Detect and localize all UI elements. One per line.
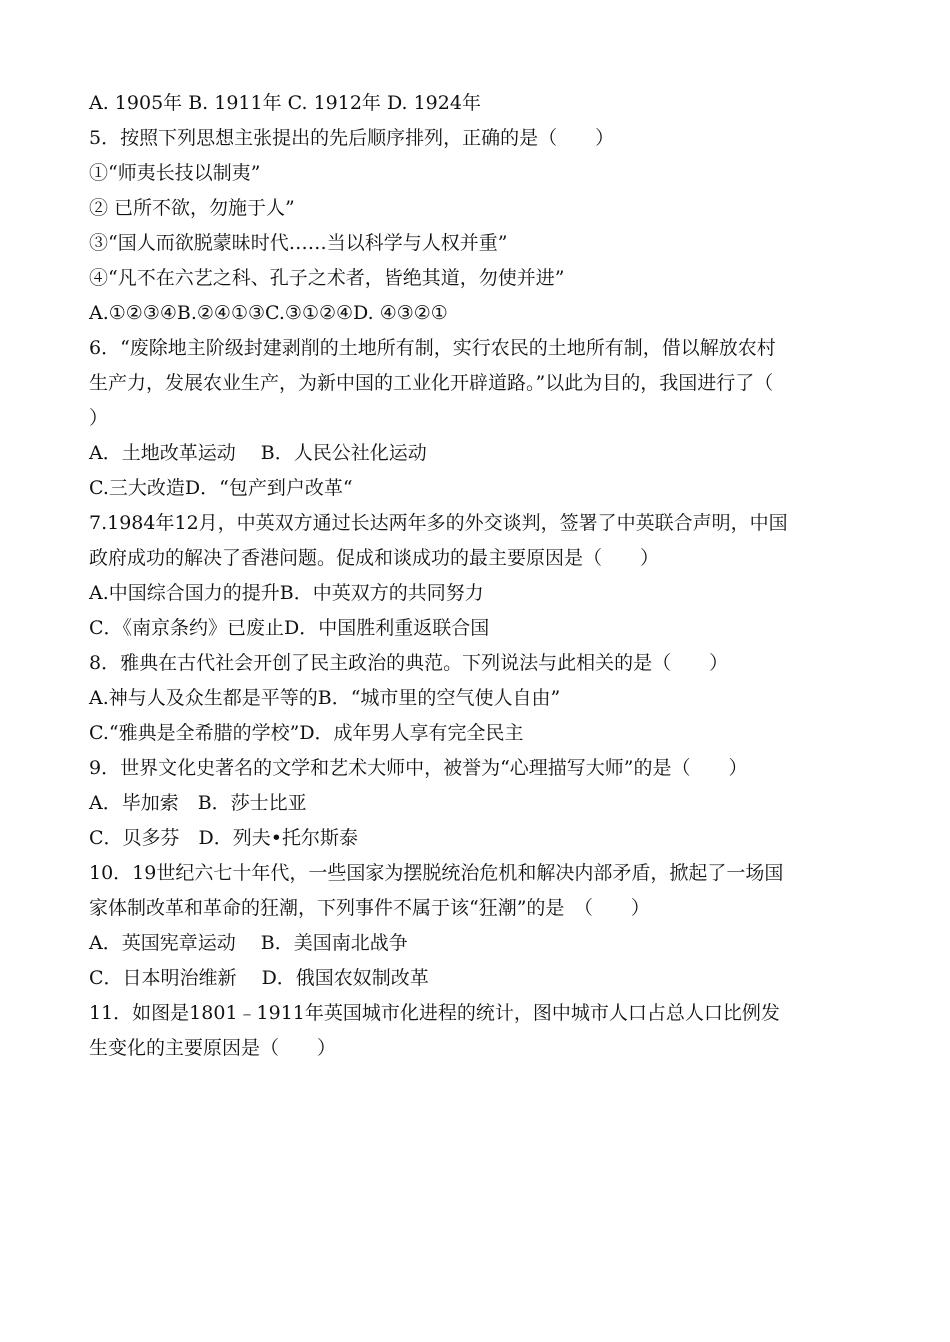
q4-options: A. 1905年 B. 1911年 C. 1912年 D. 1924年 [89, 92, 481, 114]
q5-stem: 5．按照下列思想主张提出的先后顺序排列，正确的是（ ） [89, 127, 615, 149]
q7-options-ab: A.中国综合国力的提升B．中英双方的共同努力 [89, 582, 484, 604]
q9-options-cd: C．贝多芬 D．列夫•托尔斯泰 [89, 827, 358, 849]
q6-options-ab: A．土地改革运动 B．人民公社化运动 [89, 442, 427, 464]
q7-stem-line-1: 7.1984年12月，中英双方通过长达两年多的外交谈判，签署了中英联合声明，中国 [89, 512, 788, 534]
q10-options-ab: A．英国宪章运动 B．美国南北战争 [89, 932, 408, 954]
q5-item-2: ② 已所不欲，勿施于人” [89, 197, 295, 219]
q11-stem-line-2: 生变化的主要原因是（ ） [89, 1037, 337, 1059]
q6-stem-line-3: ） [89, 407, 109, 429]
q6-stem-line-2: 生产力，发展农业生产，为新中国的工业化开辟道路。”以此为目的，我国进行了（ [89, 372, 774, 394]
q7-options-cd: C．《南京条约》已废止D．中国胜利重返联合国 [89, 617, 490, 639]
q8-stem: 8．雅典在古代社会开创了民主政治的典范。下列说法与此相关的是（ ） [89, 652, 729, 674]
q7-stem-line-2: 政府成功的解决了香港问题。促成和谈成功的最主要原因是（ ） [89, 547, 660, 569]
q6-options-cd: C.三大改造D．“包产到户改革“ [89, 477, 353, 499]
question-text-block [89, 86, 864, 1066]
q5-item-3: ③“国人而欲脱蒙昧时代……当以科学与人权并重” [89, 232, 508, 254]
q10-stem-line-2: 家体制改革和革命的狂潮，下列事件不属于该“狂潮”的是 （ ） [89, 897, 650, 919]
q5-options: A.①②③④B.②④①③C.③①②④D. ④③②① [89, 302, 448, 324]
q6-stem-line-1: 6．“废除地主阶级封建剥削的土地所有制，实行农民的土地所有制，借以解放农村 [89, 337, 776, 359]
q9-options-ab: A．毕加索 B．莎士比亚 [89, 792, 307, 814]
q8-options-cd: C.“雅典是全希腊的学校”D．成年男人享有完全民主 [89, 722, 524, 744]
q10-options-cd: C．日本明治维新 D．俄国农奴制改革 [89, 967, 429, 989]
q5-item-4: ④“凡不在六艺之科、孔子之术者，皆绝其道，勿使并进” [89, 267, 565, 289]
q9-stem: 9．世界文化史著名的文学和艺术大师中，被誉为“心理描写大师”的是（ ） [89, 757, 748, 779]
q5-item-1: ①“师夷长技以制夷” [89, 162, 261, 184]
q11-stem-line-1: 11．如图是1801﹣1911年英国城市化进程的统计，图中城市人口占总人口比例发 [89, 1002, 780, 1024]
q8-options-ab: A.神与人及众生都是平等的B．“城市里的空气使人自由” [89, 687, 561, 709]
q10-stem-line-1: 10．19世纪六七十年代，一些国家为摆脱统治危机和解决内部矛盾，掀起了一场国 [89, 862, 784, 884]
